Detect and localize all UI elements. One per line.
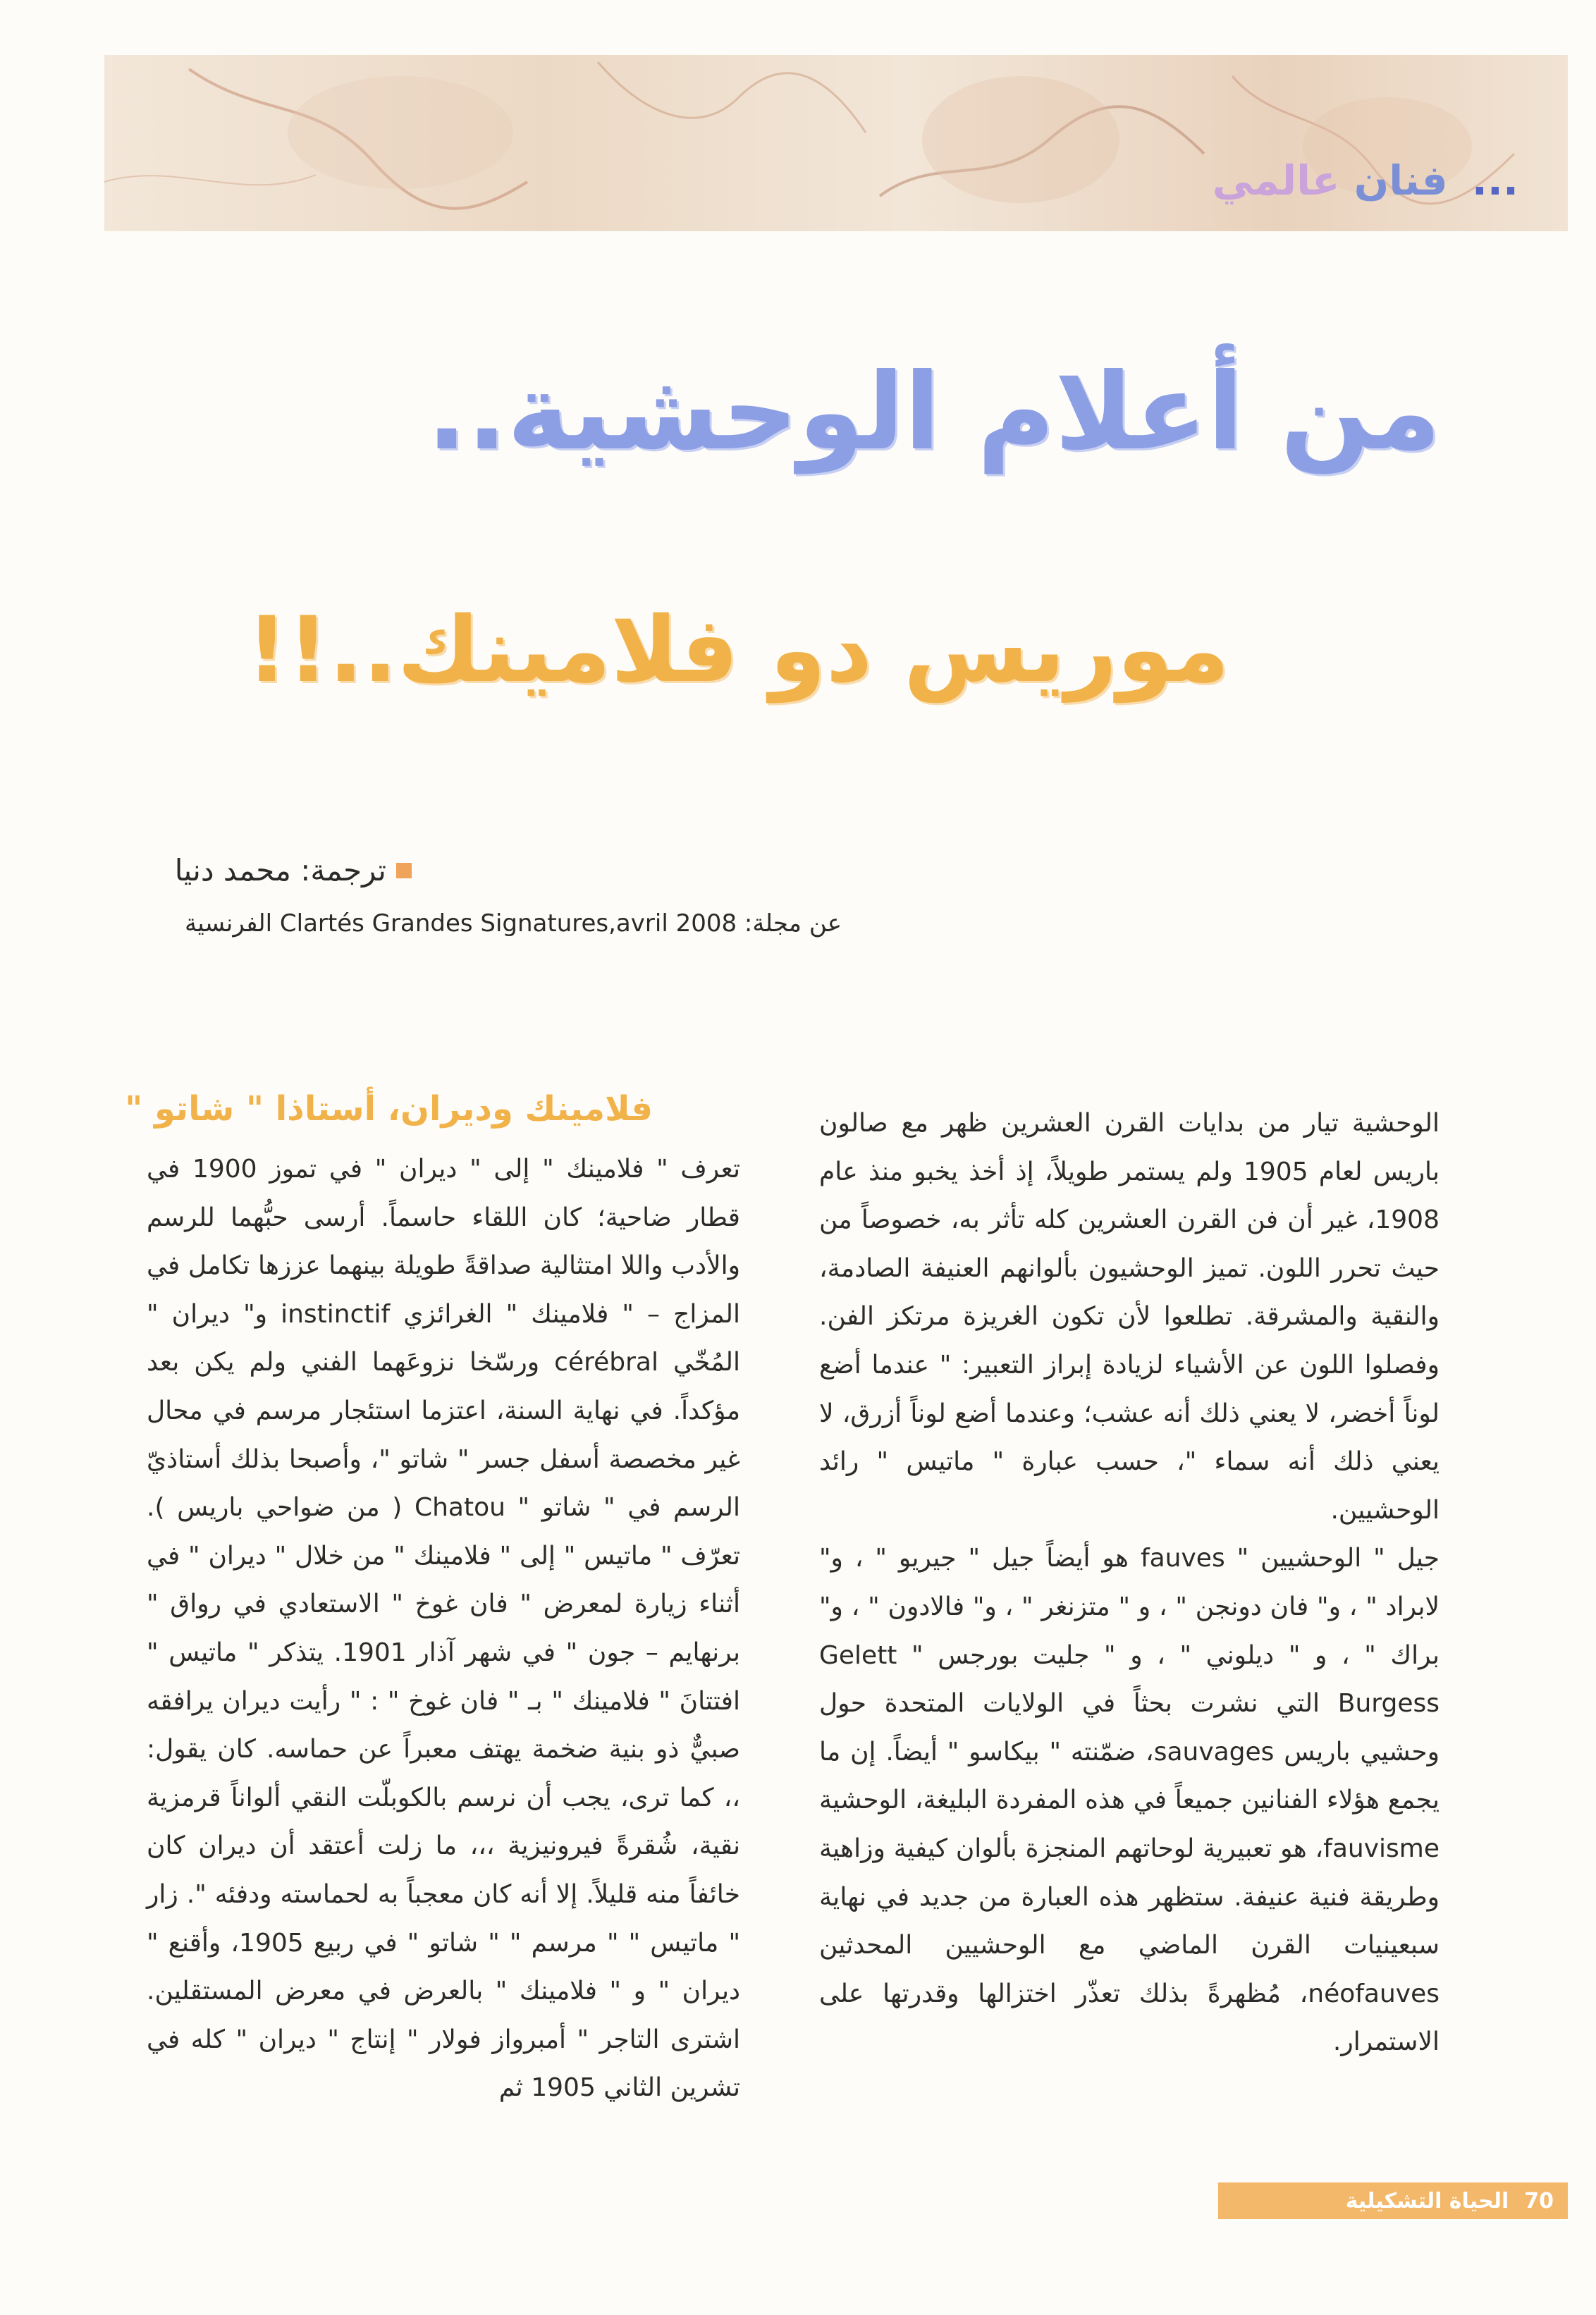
paragraph: تعرف " فلامينك " إلى " ديران " في تموز 1900 في قطار ضاحية؛ كان اللقاء حاسماً. أرسى حبُّهما للرسم والأدب واللا امتثالية صداقةً طويلة بينهما عززها تكامل في المزاج – " فلامينك " الغرائزي instinctif و" ديران " المُخّي cérébral ورسّخا نزوعَهما الفني ولم يكن بعد مؤكداً. في نهاية السنة، اعتزما استئجار مرسم في محال غير مخصصة أسفل جسر " شاتو "، وأصبحا بذلك أستاذيّ الرسم في " شاتو " Chatou ( من ضواحي باريس ). تعرّف " ماتيس " إلى " فلامينك " من خلال " ديران " في أثناء زيارة لمعرض " فان غوخ " الاستعادي في رواق " برنهايم – جون " في شهر آذار 1901. يتذكر " ماتيس " افتتانَ " فلامينك " بـ " فان غوخ " : " رأيت ديران يرافقه صبيٌّ ذو بنية ضخمة يهتف معبراً عن حماسه. كان يقول: ،، كما ترى، يجب أن نرسم بالكوبلّت النقي ألواناً قرمزية نقية، شُقرةً فيرونيزية ،،، ما زلت أعتقد أن ديران كان خائفاً منه قليلاً. إلا أنه كان معجباً به لحماسته ودفئه ". زار " ماتيس " " مرسم " " شاتو " في ربيع 1905، وأقنع " ديران " و " فلامينك " بالعرض في معرض المستقلين. اشترى التاجر " أمبرواز فولار " إنتاج " ديران " كله في تشرين الثاني 1905 ثم xyxy=(147,1155,741,2103)
source-credit: عن مجلة: Clartés Grandes Signatures,avril 2008 الفرنسية xyxy=(185,909,842,938)
section-word-global: عالمي xyxy=(1212,156,1340,204)
article-subtitle: موريس دو فلامينك..!! xyxy=(246,598,1229,703)
page-number: 70 xyxy=(1524,2188,1554,2213)
paragraph: جيل " الوحشيين " fauves هو أيضاً جيل " جيريو " ، و" لابراد " ، و" فان دونجن " ، و " متزنغر " ، و" فالادون " ، و" براك " ، و " ديلوني " ، و " جليت بورجس " Gelett Burgess التي نشرت بحثاً في الولايات المتحدة حول وحشيي باريس sauvages، ضمّنته " بيكاسو " أيضاً. إن ما يجمع هؤلاء الفنانين جميعاً في هذه المفردة البليغة، الوحشية fauvisme، هو تعبيرية لوحاتهم المنجزة بألوان كيفية وزاهية وطريقة فنية عنيفة. ستظهر هذه العبارة من جديد في نهاية سبعينيات القرن الماضي مع الوحشيين المحدثين néofauves، مُظهرةً بذلك تعذّر اختزالها وقدرتها على الاستمرار. xyxy=(819,1544,1440,2057)
translator-text: ترجمة: محمد دنيا xyxy=(174,853,386,888)
paragraph: الوحشية تيار من بدايات القرن العشرين ظهر مع صالون باريس لعام 1905 ولم يستمر طويلاً، إذ أخذ يخبو منذ عام 1908، غير أن فن القرن العشرين كله تأثر به، خصوصاً من حيث تحرر اللون. تميز الوحشيون بألوانهم العنيفة الصادمة، والنقية والمشرقة. تطلعوا لأن تكون الغريزة مرتكز الفن. وفصلوا اللون عن الأشياء لزيادة إبراز التعبير: " عندما أضع لوناً أخضر، لا يعني ذلك أنه عشب؛ وعندما أضع لوناً أزرق، لا يعني ذلك أنه سماء "، حسب عبارة " ماتيس " رائد الوحشيين. xyxy=(819,1109,1440,1525)
article-column-right xyxy=(819,1100,1440,2067)
sketch-drawing xyxy=(104,55,1568,231)
section-subheading: فلامينك وديران، أستاذا " شاتو " xyxy=(125,1089,653,1129)
section-tag xyxy=(1213,156,1518,204)
translator-credit xyxy=(175,853,412,888)
magazine-name: الحياة التشكيلية xyxy=(1345,2188,1509,2213)
article-column-left xyxy=(147,1146,740,2113)
section-word-artist: فنان xyxy=(1353,156,1448,204)
article-title: من أعلام الوحشية.. xyxy=(426,351,1441,474)
section-dots: ... xyxy=(1471,156,1518,204)
bullet-square-icon xyxy=(396,863,412,878)
page-footer xyxy=(1218,2182,1568,2219)
header-banner-image xyxy=(104,55,1568,231)
